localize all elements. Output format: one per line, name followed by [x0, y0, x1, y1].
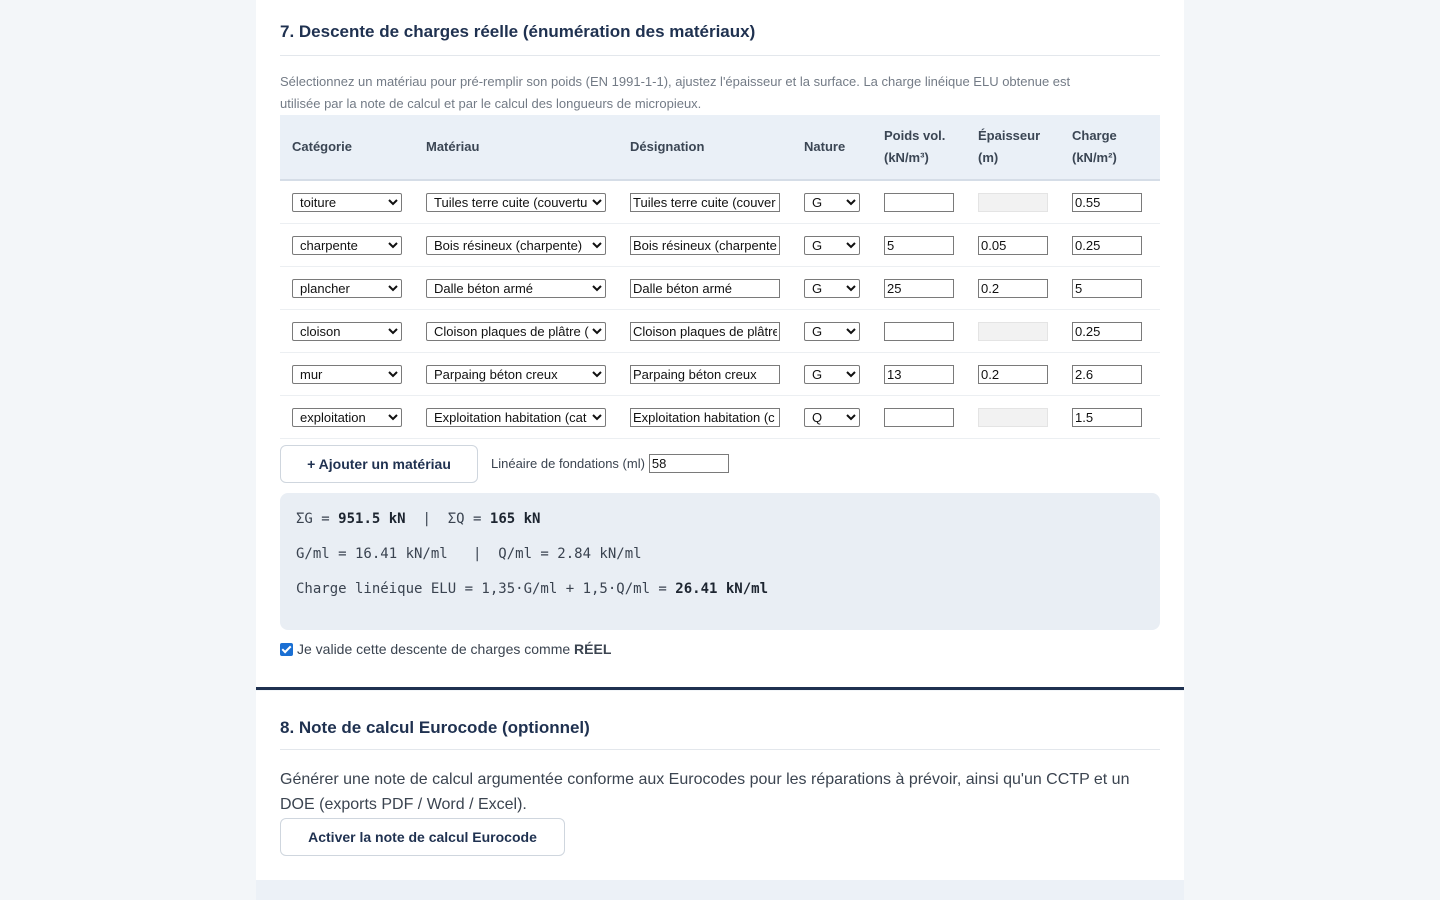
- nature-select[interactable]: [804, 322, 860, 341]
- header-materiau: Matériau: [414, 115, 618, 180]
- categorie-select[interactable]: [292, 279, 402, 298]
- charge-input[interactable]: [1072, 193, 1142, 212]
- table-cell: [1060, 267, 1160, 310]
- activate-eurocode-button[interactable]: Activer la note de calcul Eurocode: [280, 818, 565, 856]
- charge-input[interactable]: [1072, 236, 1142, 255]
- table-cell: [618, 310, 792, 353]
- nature-select[interactable]: [804, 365, 860, 384]
- table-cell: [618, 224, 792, 267]
- table-cell: [872, 267, 966, 310]
- table-cell: [792, 267, 872, 310]
- materiau-select[interactable]: [426, 322, 606, 341]
- poids-input[interactable]: [884, 408, 954, 427]
- header-charge-line1: Charge: [1072, 128, 1117, 143]
- summary-separator: |: [405, 511, 448, 527]
- nature-select[interactable]: [804, 408, 860, 427]
- materiau-select[interactable]: [426, 408, 606, 427]
- section-8-separator: [280, 749, 1160, 750]
- section-8-description: [280, 767, 1160, 817]
- section-8-description-line-2: DOE (exports PDF / Word / Excel).: [280, 796, 527, 813]
- charge-input[interactable]: [1072, 279, 1142, 298]
- section-8-title: 8. Note de calcul Eurocode (optionnel): [280, 718, 590, 737]
- header-epaisseur: [966, 115, 1060, 180]
- validate-row: [280, 641, 611, 657]
- categorie-select[interactable]: [292, 193, 402, 212]
- table-cell: [1060, 353, 1160, 396]
- nature-select[interactable]: [804, 236, 860, 255]
- table-cell: [872, 310, 966, 353]
- materials-table: [280, 115, 1160, 439]
- header-charge-line2: (kN/m²): [1072, 150, 1117, 165]
- lineaire-label: Linéaire de fondations (ml): [491, 456, 645, 471]
- elu-value: 26.41 kN/ml: [675, 581, 769, 597]
- categorie-select[interactable]: [292, 322, 402, 341]
- table-cell: [792, 224, 872, 267]
- table-cell: [414, 267, 618, 310]
- table-cell: [414, 396, 618, 439]
- table-header-row: [280, 115, 1160, 180]
- table-cell: [872, 396, 966, 439]
- table-cell: [966, 267, 1060, 310]
- table-cell: [872, 180, 966, 224]
- table-cell: [414, 310, 618, 353]
- sum-q-label: ΣQ =: [447, 511, 490, 527]
- designation-input[interactable]: [630, 279, 780, 298]
- table-cell: [872, 353, 966, 396]
- materiau-select[interactable]: [426, 365, 606, 384]
- poids-input[interactable]: [884, 236, 954, 255]
- categorie-select[interactable]: [292, 365, 402, 384]
- materiau-select[interactable]: [426, 193, 606, 212]
- table-row: [280, 180, 1160, 224]
- header-poids: [872, 115, 966, 180]
- header-charge: [1060, 115, 1160, 180]
- validate-label-strong: RÉEL: [574, 641, 612, 657]
- table-cell: [792, 310, 872, 353]
- summary-line-per-ml: G/ml = 16.41 kN/ml | Q/ml = 2.84 kN/ml: [296, 546, 642, 562]
- categorie-select[interactable]: [292, 236, 402, 255]
- designation-input[interactable]: [630, 408, 780, 427]
- header-nature: Nature: [792, 115, 872, 180]
- table-cell: [280, 180, 414, 224]
- table-cell: [414, 353, 618, 396]
- charge-input[interactable]: [1072, 408, 1142, 427]
- designation-input[interactable]: [630, 193, 780, 212]
- header-poids-line1: Poids vol.: [884, 128, 946, 143]
- charges-summary: [280, 493, 1160, 630]
- table-cell: [280, 267, 414, 310]
- lineaire-group: [491, 454, 729, 473]
- table-cell: [872, 224, 966, 267]
- nature-select[interactable]: [804, 279, 860, 298]
- epaisseur-input[interactable]: [978, 279, 1048, 298]
- sum-g-value: 951.5 kN: [338, 511, 406, 527]
- epaisseur-input[interactable]: [978, 322, 1048, 341]
- elu-label: Charge linéique ELU = 1,35·G/ml + 1,5·Q/ml =: [296, 581, 676, 597]
- table-cell: [280, 224, 414, 267]
- table-cell: [1060, 310, 1160, 353]
- table-cell: [1060, 396, 1160, 439]
- header-designation: Désignation: [618, 115, 792, 180]
- description-line-1: Sélectionnez un matériau pour pré-remplir son poids (EN 1991-1-1), ajustez l'épaisseur et la surface. La charge linéique ELU obtenue est: [280, 74, 1071, 89]
- designation-input[interactable]: [630, 365, 780, 384]
- poids-input[interactable]: [884, 279, 954, 298]
- poids-input[interactable]: [884, 322, 954, 341]
- header-epaisseur-line2: (m): [978, 150, 999, 165]
- table-cell: [618, 267, 792, 310]
- table-cell: [618, 353, 792, 396]
- summary-line-sums: [296, 511, 540, 527]
- bottom-background: [256, 880, 1184, 900]
- table-cell: [966, 396, 1060, 439]
- designation-input[interactable]: [630, 322, 780, 341]
- table-cell: [414, 224, 618, 267]
- poids-input[interactable]: [884, 365, 954, 384]
- table-row: [280, 353, 1160, 396]
- table-cell: [792, 353, 872, 396]
- section-divider: [256, 687, 1184, 690]
- epaisseur-input[interactable]: [978, 193, 1048, 212]
- table-cell: [792, 180, 872, 224]
- table-row: [280, 310, 1160, 353]
- table-cell: [618, 396, 792, 439]
- epaisseur-input[interactable]: [978, 365, 1048, 384]
- charge-input[interactable]: [1072, 322, 1142, 341]
- table-cell: [966, 353, 1060, 396]
- table-cell: [966, 180, 1060, 224]
- table-cell: [280, 310, 414, 353]
- header-epaisseur-line1: Épaisseur: [978, 128, 1041, 143]
- table-cell: [792, 396, 872, 439]
- sum-g-label: ΣG =: [296, 511, 339, 527]
- sum-q-value: 165 kN: [489, 511, 541, 527]
- table-cell: [280, 396, 414, 439]
- validate-checkbox[interactable]: [280, 643, 293, 656]
- description-line-2: utilisée par la note de calcul et par le calcul des longueurs de micropieux.: [280, 96, 702, 111]
- table-cell: [414, 180, 618, 224]
- validate-label: [297, 641, 611, 657]
- validate-label-text: Je valide cette descente de charges comme: [297, 641, 575, 657]
- header-categorie: Catégorie: [280, 115, 414, 180]
- table-cell: [618, 180, 792, 224]
- epaisseur-input[interactable]: [978, 236, 1048, 255]
- epaisseur-input[interactable]: [978, 408, 1048, 427]
- materiau-select[interactable]: [426, 279, 606, 298]
- table-cell: [966, 224, 1060, 267]
- header-poids-line2: (kN/m³): [884, 150, 929, 165]
- section-8-card: [256, 691, 1184, 880]
- section-7-title: 7. Descente de charges réelle (énumération des matériaux): [280, 22, 756, 41]
- table-row: [280, 396, 1160, 439]
- nature-select[interactable]: [804, 193, 860, 212]
- materiau-select[interactable]: [426, 236, 606, 255]
- table-row: [280, 224, 1160, 267]
- table-row: [280, 267, 1160, 310]
- charge-input[interactable]: [1072, 365, 1142, 384]
- section-8-description-line-1: Générer une note de calcul argumentée conforme aux Eurocodes pour les réparations à prévoir, ainsi qu'un CCTP et un: [280, 771, 1130, 788]
- poids-input[interactable]: [884, 193, 954, 212]
- summary-line-elu: [296, 581, 768, 597]
- section-7-separator: [280, 55, 1160, 56]
- designation-input[interactable]: [630, 236, 780, 255]
- table-cell: [1060, 180, 1160, 224]
- categorie-select[interactable]: [292, 408, 402, 427]
- table-cell: [1060, 224, 1160, 267]
- lineaire-input[interactable]: [649, 454, 729, 473]
- table-cell: [280, 353, 414, 396]
- section-7-description: [280, 71, 1160, 115]
- add-material-button[interactable]: + Ajouter un matériau: [280, 445, 478, 483]
- table-cell: [966, 310, 1060, 353]
- section-7-card: [256, 0, 1184, 688]
